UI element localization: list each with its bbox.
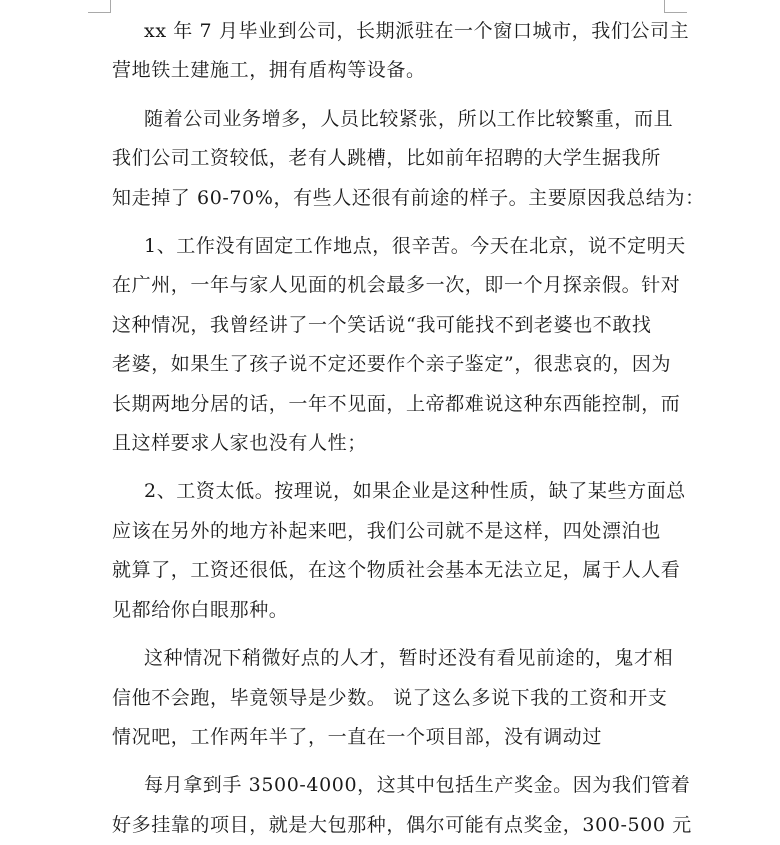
text-line: 且这样要求人家也没有人性； [112, 432, 367, 455]
text-line: 随着公司业务增多，人员比较紧张，所以工作比较繁重，而且 [144, 107, 674, 130]
text-line: 这种情况下稍微好点的人才，暂时还没有看见前途的，鬼才相 [144, 647, 674, 670]
paragraph-4 [112, 472, 686, 630]
text-line: 就算了，工资还很低，在这个物质社会基本无法立足，属于人人看 [112, 559, 681, 582]
page-corner-mark-left [88, 0, 111, 13]
text-line: 每月拿到手 3500-4000，这其中包括生产奖金。因为我们管着 [144, 774, 691, 797]
text-line: 情况吧，工作两年半了，一直在一个项目部，没有调动过 [112, 725, 603, 748]
text-line: 信他不会跑，毕竟领导是少数。 说了这么多说下我的工资和开支 [112, 686, 668, 709]
text-line: 1、工作没有固定工作地点，很辛苦。今天在北京，说不定明天 [144, 235, 686, 258]
text-line: 我们公司工资较低，老有人跳槽，比如前年招聘的大学生据我所 [112, 147, 661, 170]
paragraph-5 [112, 639, 674, 757]
paragraph-3 [112, 227, 686, 463]
paragraph-1 [112, 12, 690, 91]
text-line: 应该在另外的地方补起来吧，我们公司就不是这样，四处漂泊也 [112, 519, 661, 542]
text-line: 长期两地分居的话，一年不见面，上帝都难说这种东西能控制，而 [112, 392, 681, 415]
paragraph-6 [112, 766, 692, 845]
text-line: 好多挂靠的项目，就是大包那种，偶尔可能有点奖金，300-500 元 [112, 813, 692, 836]
text-line: 见都给你白眼那种。 [112, 598, 289, 621]
text-line: xx 年 7 月毕业到公司，长期派驻在一个窗口城市，我们公司主 [144, 20, 690, 42]
text-line: 这种情况，我曾经讲了一个笑话说“我可能找不到老婆也不敢找 [112, 313, 652, 336]
paragraph-2 [112, 100, 705, 218]
text-line: 2、工资太低。按理说，如果企业是这种性质，缺了某些方面总 [144, 480, 686, 503]
text-line: 老婆，如果生了孩子说不定还要作个亲子鉴定”，很悲哀的，因为 [112, 353, 672, 376]
text-line: 知走掉了 60-70%，有些人还很有前途的样子。主要原因我总结为： [112, 186, 705, 209]
text-line: 在广州，一年与家人见面的机会最多一次，即一个月探亲假。针对 [112, 274, 681, 297]
text-line: 营地铁土建施工，拥有盾构等设备。 [112, 59, 426, 82]
document-body[interactable] [112, 12, 705, 845]
